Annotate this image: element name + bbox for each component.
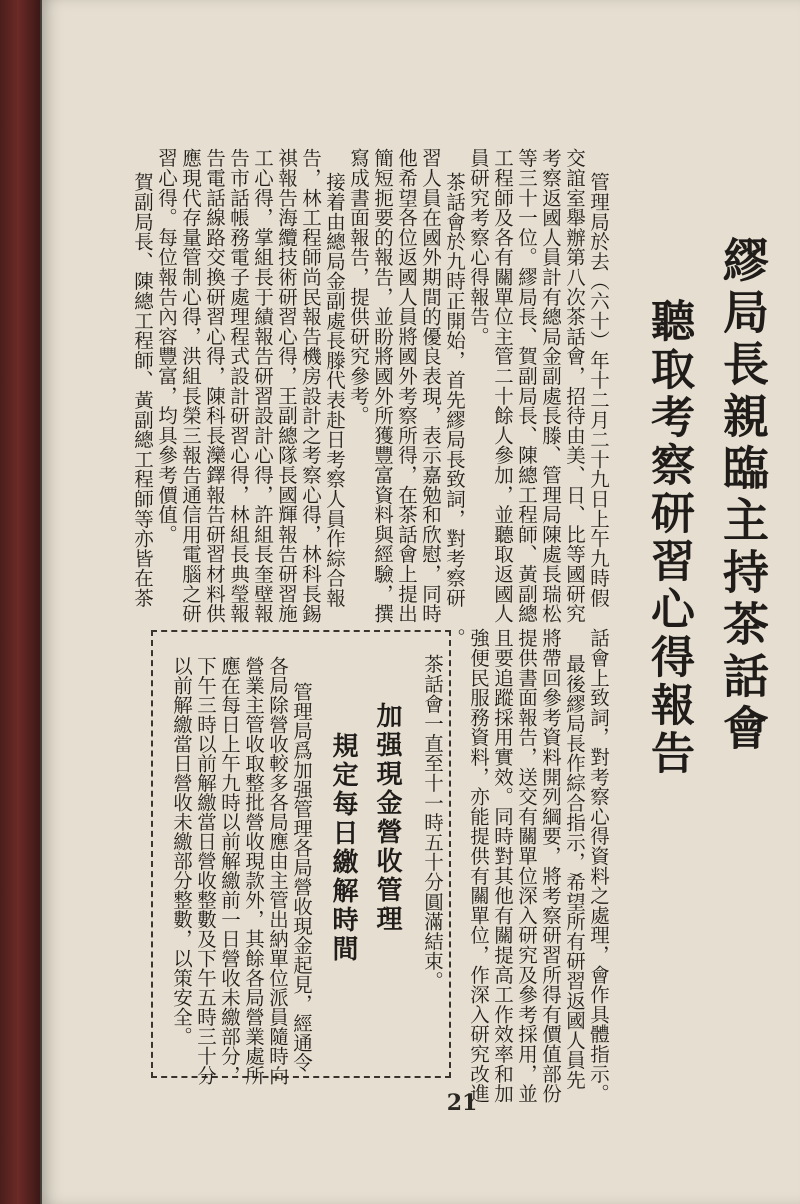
article-column: 工程師及各有關單位主管二十餘人參加，並聽取返國人: [491, 148, 514, 624]
notice-column: 各局除營收較多各局應由主管出納單位派員隨時向: [266, 656, 289, 1085]
page-number: 21: [446, 1090, 478, 1116]
article-column: 。: [443, 628, 466, 648]
article-column: 考察返國人員計有總局金副處長滕、管理局陳處長瑞松: [539, 148, 562, 624]
notice-column: 管理局爲加强管理各局營收現金起見，經通令: [290, 682, 313, 1072]
notice-box: [151, 630, 451, 1085]
article-column: 告，林工程師尚民報告機房設計之考察心得，林科長錫: [299, 148, 322, 624]
article-column: 習人員在國外期間的優良表現，表示嘉勉和欣慰，同時: [419, 148, 442, 624]
article-column: 管理局於去（六十）年十二月二十九日上午九時假: [587, 172, 610, 608]
article-column: 習心得。每位報告內容豐富，均具參考價值。: [155, 148, 178, 544]
article-column: 他希望各位返國人員將國外考察所得，在茶話會上提出: [395, 148, 418, 624]
article-column: 員研究考察心得報告。: [467, 148, 490, 346]
article-column: 強便民服務資料，亦能提供有關單位，作深入研究改進: [467, 628, 490, 1104]
article-column: 茶話會於九時正開始，首先繆局長致詞，對考察研: [443, 172, 466, 608]
article-column: 祺報告海纜技術研習心得，王副總隊長國輝報告研習施: [275, 148, 298, 624]
notice-title-line-1: 加强現金營收管理: [372, 702, 402, 934]
article-column: 告市話帳務電子處理程式設計研習心得，林組長典瑩報: [227, 148, 250, 624]
article-column: 寫成書面報告，提供研究參考。: [347, 148, 370, 426]
notice-column: 應在每日上午九時以前解繳前一日營收未繳部分，: [218, 656, 241, 1085]
book-spine: [0, 0, 40, 1204]
article-column: 提供書面報告，送交有關單位深入研究及參考採用，並: [515, 628, 538, 1104]
article-column: 將帶回參考資料開列綱要，將考察研習所得有價值部份: [539, 628, 562, 1104]
article-column: 等三十一位。繆局長、賀副局長、陳總工程師、黃副總: [515, 148, 538, 624]
article-column: 簡短扼要的報告，並盼將國外所獲豐富資料與經驗，撰: [371, 148, 394, 624]
notice-column: 營業主管收取整批營收現款外，其餘各局營業處所: [242, 656, 265, 1085]
article-column: 話會上致詞，對考察心得資料之處理，會作具體指示。: [587, 628, 610, 1104]
article-column: 告電話線路交換研習心得，陳科長灤鐸報告研習材料供: [203, 148, 226, 624]
article-column: 最後繆局長作綜合指示，希望所有研習返國人員先: [563, 654, 586, 1090]
article-title-line-1: 繆局長親臨主持茶話會: [716, 236, 770, 756]
article-column: 茶話會一直至十一時五十分圓滿結束。: [421, 654, 444, 991]
article-column: 接着由總局金副處長滕代表赴日考察人員作綜合報: [323, 172, 346, 608]
article-column: 賀副局長、陳總工程師、黃副總工程師等亦皆在茶: [131, 172, 154, 608]
article-title-line-2: 聽取考察研習心得報告: [643, 298, 694, 778]
magazine-page: [42, 0, 800, 1204]
article-column: 工心得，掌組長于績報告研習設計心得，許組長奎壁報: [251, 148, 274, 624]
notice-column: 以前解繳當日營收未繳部分整數，以策安全。: [170, 656, 193, 1046]
notice-column: 下午三時以前解繳當日營收整數及下午五時三十分: [194, 656, 217, 1085]
notice-title-line-2: 規定每日繳解時間: [328, 732, 358, 964]
article-column: 且要追蹤採用實效。同時對其他有關提高工作效率和加: [491, 628, 514, 1104]
article-column: 交誼室舉辦第八次茶話會，招待由美、日、比等國研究: [563, 148, 586, 624]
article-column: 應現代存量管制心得，洪組長榮三報告通信用電腦之研: [179, 148, 202, 624]
